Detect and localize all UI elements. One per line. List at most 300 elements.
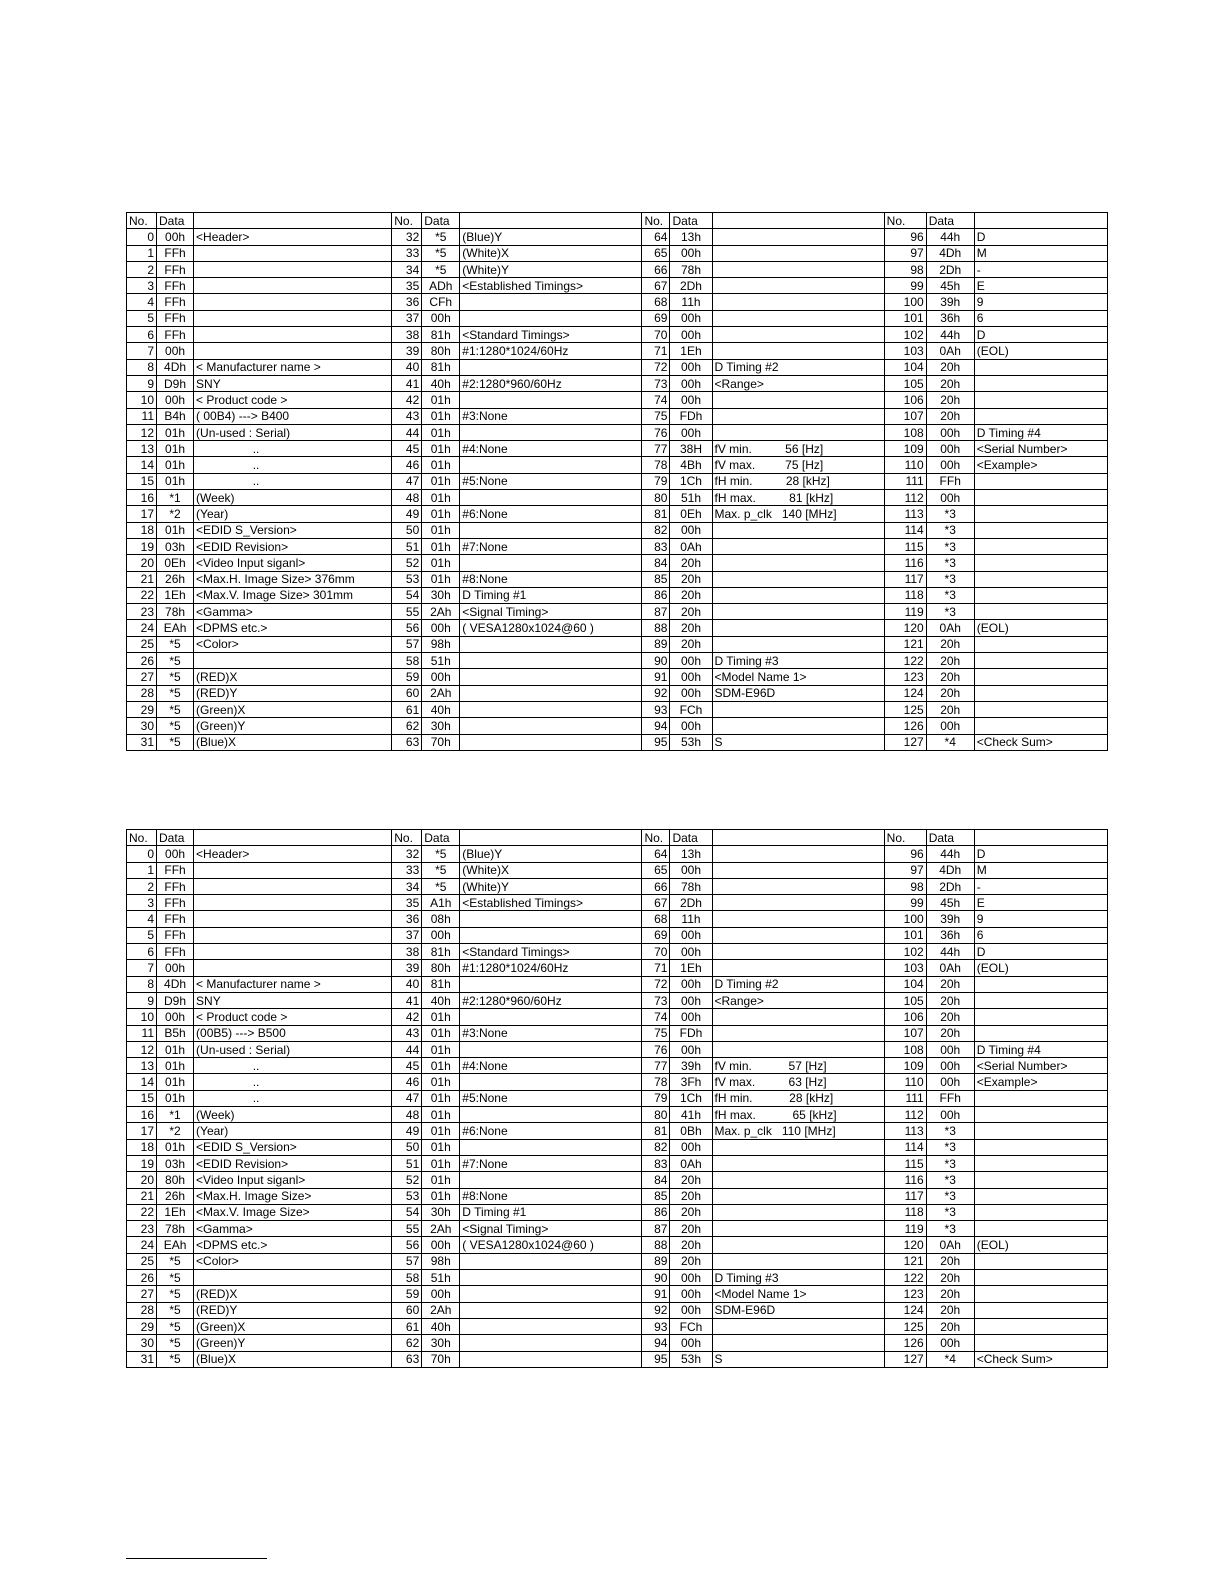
cell-description: D Timing #2 — [712, 359, 884, 375]
edid-table-1 — [126, 212, 1108, 751]
cell-byte-number: 76 — [642, 424, 670, 440]
table-row — [127, 571, 1108, 587]
cell-byte-number: 49 — [392, 1123, 422, 1139]
cell-byte-number: 5 — [127, 927, 157, 943]
cell-byte-value: 03h — [157, 538, 194, 554]
cell-byte-number: 11 — [127, 408, 157, 424]
cell-byte-number: 21 — [127, 571, 157, 587]
cell-byte-number: 59 — [392, 669, 422, 685]
cell-description — [974, 604, 1107, 620]
cell-byte-value: FFh — [157, 862, 194, 878]
cell-description — [712, 604, 884, 620]
cell-byte-value: 40h — [422, 992, 460, 1008]
cell-byte-value: 00h — [670, 1139, 712, 1155]
cell-byte-number: 17 — [127, 1123, 157, 1139]
cell-byte-number: 37 — [392, 310, 422, 326]
cell-description — [712, 1139, 884, 1155]
cell-byte-number: 82 — [642, 522, 670, 538]
header-data: Data — [422, 830, 460, 846]
table-row — [127, 229, 1108, 245]
cell-description: #5:None — [460, 1090, 642, 1106]
table-row — [127, 1204, 1108, 1220]
cell-description: (Week) — [194, 1107, 392, 1123]
cell-description: Max. p_clk 140 [MHz] — [712, 506, 884, 522]
cell-byte-number: 119 — [884, 1221, 926, 1237]
cell-byte-number: 63 — [392, 1351, 422, 1367]
cell-byte-value: 20h — [670, 636, 712, 652]
cell-byte-value: 00h — [926, 441, 974, 457]
cell-description — [974, 669, 1107, 685]
cell-byte-number: 25 — [127, 1253, 157, 1269]
cell-byte-number: 96 — [884, 229, 926, 245]
cell-description — [712, 846, 884, 862]
cell-byte-value: 01h — [422, 538, 460, 554]
cell-description — [460, 685, 642, 701]
cell-description: < Manufacturer name > — [194, 359, 392, 375]
cell-description — [712, 1318, 884, 1334]
table-row — [127, 927, 1108, 943]
cell-description — [974, 375, 1107, 391]
cell-byte-number: 64 — [642, 846, 670, 862]
cell-byte-value: 00h — [926, 1058, 974, 1074]
cell-byte-number: 52 — [392, 555, 422, 571]
cell-byte-number: 56 — [392, 620, 422, 636]
cell-byte-value: 20h — [670, 587, 712, 603]
cell-byte-number: 83 — [642, 538, 670, 554]
cell-description — [194, 261, 392, 277]
cell-description: #7:None — [460, 538, 642, 554]
cell-description — [974, 653, 1107, 669]
cell-byte-value: 00h — [670, 1041, 712, 1057]
cell-byte-number: 16 — [127, 1107, 157, 1123]
cell-description: D — [974, 327, 1107, 343]
cell-description — [974, 1221, 1107, 1237]
cell-byte-number: 97 — [884, 245, 926, 261]
cell-description: #1:1280*1024/60Hz — [460, 960, 642, 976]
cell-byte-number: 74 — [642, 392, 670, 408]
table-row — [127, 1237, 1108, 1253]
header-data: Data — [926, 213, 974, 229]
cell-byte-value: *5 — [157, 669, 194, 685]
cell-description — [460, 1009, 642, 1025]
cell-description: fV min. 57 [Hz] — [712, 1058, 884, 1074]
cell-byte-number: 101 — [884, 927, 926, 943]
cell-byte-value: 36h — [926, 310, 974, 326]
cell-byte-value: 00h — [670, 944, 712, 960]
cell-description: #1:1280*1024/60Hz — [460, 343, 642, 359]
cell-byte-value: *3 — [926, 506, 974, 522]
cell-byte-value: *3 — [926, 1204, 974, 1220]
cell-byte-value: FFh — [157, 278, 194, 294]
cell-byte-number: 57 — [392, 636, 422, 652]
cell-description — [974, 1302, 1107, 1318]
cell-byte-value: 01h — [422, 555, 460, 571]
cell-description — [974, 1286, 1107, 1302]
cell-byte-number: 4 — [127, 294, 157, 310]
cell-byte-value: *3 — [926, 522, 974, 538]
cell-byte-value: 81h — [422, 327, 460, 343]
cell-description: .. — [194, 1074, 392, 1090]
cell-byte-value: 30h — [422, 1335, 460, 1351]
table-row — [127, 604, 1108, 620]
table-row — [127, 1074, 1108, 1090]
cell-byte-value: 1Eh — [157, 1204, 194, 1220]
cell-byte-value: 81h — [422, 976, 460, 992]
cell-description: (RED)Y — [194, 1302, 392, 1318]
cell-description: (Week) — [194, 490, 392, 506]
cell-description — [460, 424, 642, 440]
cell-byte-number: 6 — [127, 944, 157, 960]
table-row — [127, 1286, 1108, 1302]
cell-byte-value: 01h — [422, 1188, 460, 1204]
cell-byte-number: 118 — [884, 587, 926, 603]
cell-byte-value: B5h — [157, 1025, 194, 1041]
cell-description: <Gamma> — [194, 604, 392, 620]
cell-description — [974, 685, 1107, 701]
cell-byte-number: 85 — [642, 1188, 670, 1204]
cell-byte-number: 78 — [642, 457, 670, 473]
cell-byte-number: 8 — [127, 359, 157, 375]
cell-byte-value: 01h — [422, 392, 460, 408]
cell-byte-number: 76 — [642, 1041, 670, 1057]
cell-byte-value: FFh — [157, 911, 194, 927]
table-row — [127, 587, 1108, 603]
cell-byte-value: FFh — [157, 895, 194, 911]
cell-description: #7:None — [460, 1155, 642, 1171]
cell-byte-value: D9h — [157, 375, 194, 391]
table-row — [127, 895, 1108, 911]
cell-byte-value: 20h — [926, 1302, 974, 1318]
cell-byte-number: 1 — [127, 862, 157, 878]
cell-byte-value: *5 — [157, 1351, 194, 1367]
cell-byte-number: 42 — [392, 1009, 422, 1025]
cell-description — [974, 636, 1107, 652]
header-no: No. — [884, 213, 926, 229]
cell-description — [974, 1123, 1107, 1139]
cell-byte-value: 01h — [422, 1025, 460, 1041]
header-row — [127, 830, 1108, 846]
cell-byte-value: *5 — [157, 1318, 194, 1334]
cell-description: D Timing #1 — [460, 1204, 642, 1220]
cell-byte-number: 27 — [127, 1286, 157, 1302]
table-row — [127, 878, 1108, 894]
cell-byte-number: 110 — [884, 457, 926, 473]
cell-byte-value: 20h — [670, 1237, 712, 1253]
cell-byte-number: 64 — [642, 229, 670, 245]
cell-byte-number: 7 — [127, 960, 157, 976]
cell-description: <EDID Revision> — [194, 1155, 392, 1171]
cell-description — [194, 927, 392, 943]
cell-byte-number: 87 — [642, 1221, 670, 1237]
cell-byte-value: 20h — [926, 1270, 974, 1286]
table-row — [127, 944, 1108, 960]
cell-byte-number: 46 — [392, 1074, 422, 1090]
cell-byte-number: 19 — [127, 538, 157, 554]
cell-description: - — [974, 878, 1107, 894]
cell-description — [460, 669, 642, 685]
cell-byte-value: 00h — [670, 1009, 712, 1025]
cell-byte-number: 31 — [127, 1351, 157, 1367]
cell-byte-value: 00h — [422, 1286, 460, 1302]
header-data: Data — [422, 213, 460, 229]
cell-byte-number: 28 — [127, 1302, 157, 1318]
cell-description: (Green)Y — [194, 718, 392, 734]
cell-description — [974, 490, 1107, 506]
cell-byte-number: 14 — [127, 1074, 157, 1090]
cell-description: fH max. 81 [kHz] — [712, 490, 884, 506]
cell-byte-value: 2Ah — [422, 604, 460, 620]
cell-description: M — [974, 245, 1107, 261]
cell-byte-value: 11h — [670, 911, 712, 927]
cell-byte-value: 1Eh — [670, 960, 712, 976]
cell-byte-value: 00h — [670, 976, 712, 992]
cell-byte-number: 110 — [884, 1074, 926, 1090]
cell-byte-value: 00h — [670, 245, 712, 261]
cell-byte-number: 6 — [127, 327, 157, 343]
cell-description: D Timing #2 — [712, 976, 884, 992]
cell-byte-number: 69 — [642, 927, 670, 943]
table-row — [127, 620, 1108, 636]
cell-byte-number: 27 — [127, 669, 157, 685]
cell-description — [460, 734, 642, 750]
cell-description: <Serial Number> — [974, 441, 1107, 457]
cell-byte-value: 4Dh — [157, 976, 194, 992]
header-data: Data — [157, 830, 194, 846]
cell-byte-number: 40 — [392, 976, 422, 992]
cell-byte-value: 2Dh — [926, 261, 974, 277]
cell-byte-value: 44h — [926, 944, 974, 960]
table-row — [127, 1172, 1108, 1188]
cell-description — [712, 944, 884, 960]
cell-description: <Range> — [712, 992, 884, 1008]
cell-byte-number: 4 — [127, 911, 157, 927]
table-row — [127, 669, 1108, 685]
cell-byte-number: 75 — [642, 408, 670, 424]
table-row — [127, 992, 1108, 1008]
cell-description: <Signal Timing> — [460, 604, 642, 620]
cell-description: #6:None — [460, 506, 642, 522]
cell-byte-number: 61 — [392, 701, 422, 717]
cell-description — [712, 278, 884, 294]
cell-byte-number: 120 — [884, 1237, 926, 1253]
cell-byte-number: 92 — [642, 1302, 670, 1318]
cell-description: 9 — [974, 294, 1107, 310]
cell-byte-number: 102 — [884, 327, 926, 343]
cell-description — [974, 359, 1107, 375]
cell-byte-number: 94 — [642, 718, 670, 734]
cell-description: Max. p_clk 110 [MHz] — [712, 1123, 884, 1139]
cell-byte-value: 00h — [926, 457, 974, 473]
cell-byte-value: 36h — [926, 927, 974, 943]
cell-byte-number: 45 — [392, 1058, 422, 1074]
cell-byte-number: 75 — [642, 1025, 670, 1041]
cell-byte-number: 63 — [392, 734, 422, 750]
cell-byte-number: 29 — [127, 1318, 157, 1334]
cell-byte-value: 20h — [670, 1188, 712, 1204]
cell-byte-value: 01h — [422, 1009, 460, 1025]
cell-description: (Blue)X — [194, 1351, 392, 1367]
cell-description — [460, 1318, 642, 1334]
cell-byte-value: 2Ah — [422, 685, 460, 701]
cell-description — [712, 1237, 884, 1253]
cell-byte-value: ADh — [422, 278, 460, 294]
cell-byte-number: 50 — [392, 522, 422, 538]
cell-description — [194, 653, 392, 669]
cell-byte-value: 0Ah — [670, 1155, 712, 1171]
cell-byte-value: 00h — [670, 1335, 712, 1351]
cell-byte-value: 01h — [422, 1041, 460, 1057]
cell-description: 6 — [974, 927, 1107, 943]
header-description — [712, 213, 884, 229]
cell-byte-value: FFh — [157, 294, 194, 310]
cell-byte-number: 79 — [642, 473, 670, 489]
table-row — [127, 506, 1108, 522]
table-row — [127, 1139, 1108, 1155]
cell-byte-number: 65 — [642, 862, 670, 878]
table-row — [127, 1058, 1108, 1074]
cell-byte-value: 20h — [926, 1253, 974, 1269]
cell-byte-number: 65 — [642, 245, 670, 261]
cell-byte-number: 121 — [884, 636, 926, 652]
cell-description — [460, 1302, 642, 1318]
cell-description — [974, 587, 1107, 603]
cell-byte-value: 00h — [670, 862, 712, 878]
cell-byte-number: 39 — [392, 960, 422, 976]
cell-byte-number: 79 — [642, 1090, 670, 1106]
cell-byte-value: 00h — [670, 424, 712, 440]
cell-description: #6:None — [460, 1123, 642, 1139]
cell-description: <EDID S_Version> — [194, 1139, 392, 1155]
cell-description — [974, 701, 1107, 717]
cell-byte-value: *3 — [926, 1172, 974, 1188]
cell-description — [712, 587, 884, 603]
cell-byte-value: 39h — [670, 1058, 712, 1074]
table-row — [127, 490, 1108, 506]
cell-byte-number: 0 — [127, 846, 157, 862]
cell-description: SNY — [194, 992, 392, 1008]
cell-byte-value: 00h — [670, 359, 712, 375]
cell-description — [974, 1107, 1107, 1123]
cell-byte-number: 102 — [884, 944, 926, 960]
cell-byte-value: *3 — [926, 538, 974, 554]
cell-description: <Example> — [974, 1074, 1107, 1090]
cell-description: D — [974, 229, 1107, 245]
cell-byte-value: 0Eh — [157, 555, 194, 571]
cell-byte-number: 66 — [642, 878, 670, 894]
cell-byte-number: 22 — [127, 587, 157, 603]
cell-byte-number: 45 — [392, 441, 422, 457]
cell-byte-number: 117 — [884, 571, 926, 587]
cell-byte-value: 00h — [670, 1270, 712, 1286]
cell-description — [712, 392, 884, 408]
cell-byte-number: 82 — [642, 1139, 670, 1155]
cell-byte-value: 01h — [422, 1074, 460, 1090]
cell-byte-number: 57 — [392, 1253, 422, 1269]
cell-description — [460, 701, 642, 717]
table-row — [127, 1090, 1108, 1106]
cell-description — [460, 1172, 642, 1188]
cell-byte-value: 00h — [422, 669, 460, 685]
cell-byte-number: 88 — [642, 620, 670, 636]
cell-byte-number: 12 — [127, 1041, 157, 1057]
cell-byte-number: 81 — [642, 506, 670, 522]
cell-byte-number: 10 — [127, 392, 157, 408]
table-row — [127, 522, 1108, 538]
cell-description — [460, 1041, 642, 1057]
cell-byte-value: 01h — [157, 457, 194, 473]
cell-byte-number: 43 — [392, 408, 422, 424]
table-row — [127, 327, 1108, 343]
table-row — [127, 555, 1108, 571]
cell-byte-number: 1 — [127, 245, 157, 261]
cell-description — [712, 571, 884, 587]
cell-description — [974, 1139, 1107, 1155]
cell-byte-number: 83 — [642, 1155, 670, 1171]
table-row — [127, 261, 1108, 277]
cell-description: <EDID Revision> — [194, 538, 392, 554]
cell-description: (RED)Y — [194, 685, 392, 701]
cell-byte-number: 33 — [392, 862, 422, 878]
cell-description: <Check Sum> — [974, 1351, 1107, 1367]
cell-byte-value: 00h — [670, 392, 712, 408]
cell-byte-number: 44 — [392, 1041, 422, 1057]
cell-byte-number: 46 — [392, 457, 422, 473]
cell-byte-value: 00h — [926, 424, 974, 440]
cell-byte-number: 3 — [127, 895, 157, 911]
cell-description — [460, 1351, 642, 1367]
cell-byte-value: 0Ah — [926, 343, 974, 359]
cell-description — [194, 327, 392, 343]
cell-byte-value: *1 — [157, 1107, 194, 1123]
cell-description — [712, 261, 884, 277]
cell-byte-number: 99 — [884, 278, 926, 294]
cell-description — [974, 992, 1107, 1008]
cell-byte-number: 125 — [884, 701, 926, 717]
cell-description: E — [974, 278, 1107, 294]
cell-description: #2:1280*960/60Hz — [460, 992, 642, 1008]
cell-description — [460, 718, 642, 734]
cell-byte-value: 01h — [422, 490, 460, 506]
cell-byte-number: 51 — [392, 538, 422, 554]
cell-byte-number: 86 — [642, 1204, 670, 1220]
cell-byte-value: 4Bh — [670, 457, 712, 473]
cell-byte-number: 26 — [127, 653, 157, 669]
cell-description — [974, 473, 1107, 489]
cell-byte-value: FFh — [157, 245, 194, 261]
cell-byte-value: 30h — [422, 587, 460, 603]
cell-description — [712, 1009, 884, 1025]
cell-byte-value: 80h — [422, 960, 460, 976]
cell-byte-number: 23 — [127, 1221, 157, 1237]
cell-byte-number: 8 — [127, 976, 157, 992]
cell-byte-number: 60 — [392, 1302, 422, 1318]
cell-description — [194, 294, 392, 310]
cell-description — [974, 555, 1107, 571]
cell-description — [974, 538, 1107, 554]
cell-description — [460, 653, 642, 669]
cell-byte-number: 103 — [884, 343, 926, 359]
cell-byte-value: 00h — [926, 1041, 974, 1057]
cell-byte-value: 00h — [670, 310, 712, 326]
cell-description: - — [974, 261, 1107, 277]
cell-byte-number: 19 — [127, 1155, 157, 1171]
cell-byte-number: 41 — [392, 992, 422, 1008]
cell-byte-number: 101 — [884, 310, 926, 326]
cell-byte-number: 68 — [642, 911, 670, 927]
table-row — [127, 278, 1108, 294]
cell-description: (Blue)X — [194, 734, 392, 750]
cell-byte-number: 52 — [392, 1172, 422, 1188]
